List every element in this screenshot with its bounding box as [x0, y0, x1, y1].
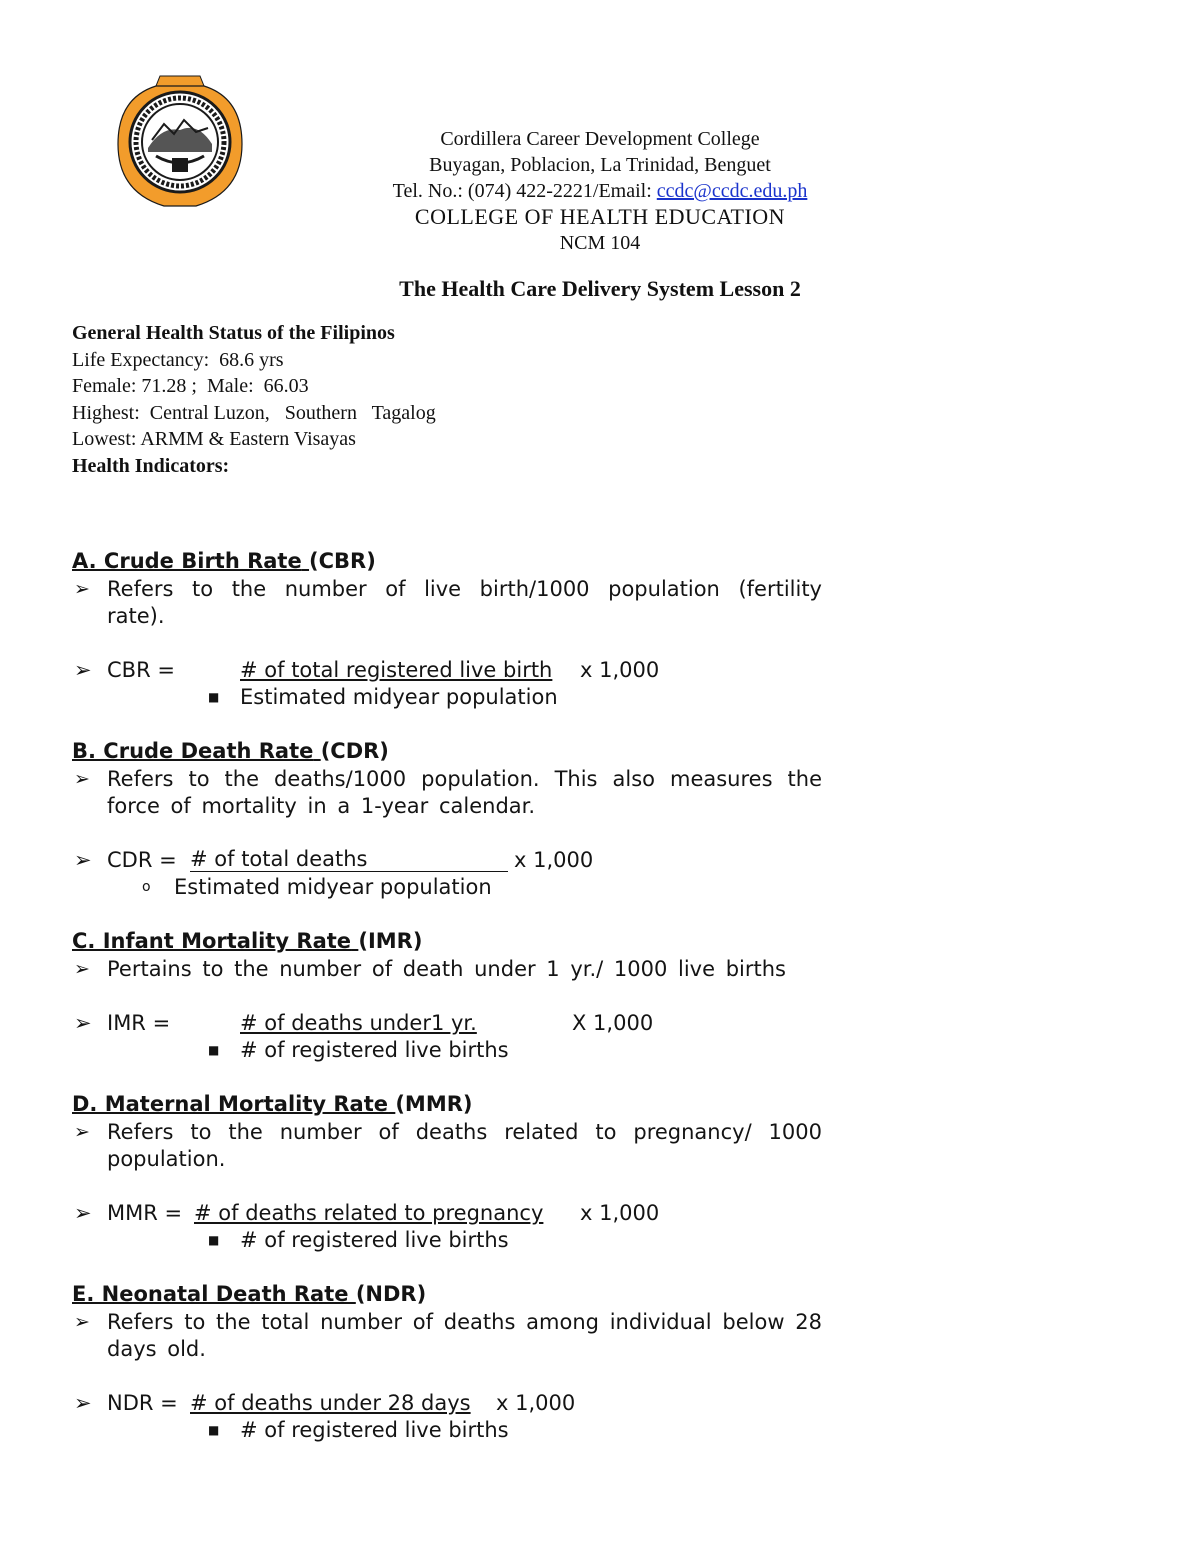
intro-heading: General Health Status of the Filipinos — [72, 322, 395, 344]
square-bullet-icon: ■ — [208, 1233, 220, 1247]
course-code: NCM 104 — [559, 232, 641, 254]
square-bullet-icon: ■ — [208, 690, 220, 704]
section-description: Refers to the number of deaths related to pregnancy/ 1000 population. — [107, 1120, 822, 1171]
section-description: Refers to the total number of deaths among individual below 28 days old. — [107, 1310, 822, 1361]
formula-denominator: # of registered live births — [240, 1038, 509, 1062]
arrow-bullet-icon: ➢ — [74, 1391, 92, 1415]
section-cdr — [72, 736, 822, 901]
section-title: E. Neonatal Death Rate — [72, 1282, 349, 1306]
section-abbr: (MMR) — [395, 1092, 473, 1116]
formula-denominator: Estimated midyear population — [174, 875, 492, 899]
formula-label: CDR = — [107, 848, 177, 872]
formula-label: IMR = — [107, 1011, 171, 1035]
section-heading — [72, 546, 822, 576]
college-address: Buyagan, Poblacion, La Trinidad, Benguet — [429, 154, 771, 176]
formula-multiplier: x 1,000 — [580, 658, 660, 682]
contact-line — [300, 178, 900, 204]
lesson-title: The Health Care Delivery System Lesson 2 — [399, 276, 801, 301]
arrow-bullet-icon: ➢ — [74, 768, 90, 790]
formula-numerator-row — [72, 1390, 822, 1417]
formula-numerator-row — [72, 847, 822, 874]
formula-numerator-row — [72, 1010, 822, 1037]
section-description: Refers to the number of live birth/1000 population (fertility rate). — [107, 577, 822, 628]
section-abbr: (CBR) — [309, 549, 376, 573]
formula-label: NDR = — [107, 1391, 178, 1415]
formula-multiplier: x 1,000 — [514, 848, 594, 872]
contact-prefix: Tel. No.: (074) 422-2221/Email: — [392, 180, 657, 202]
formula-multiplier: x 1,000 — [580, 1201, 660, 1225]
department-name: COLLEGE OF HEALTH EDUCATION — [414, 204, 786, 229]
indicators-heading: Health Indicators: — [72, 454, 230, 477]
formula-multiplier: x 1,000 — [496, 1391, 576, 1415]
formula-denominator-row — [72, 874, 822, 901]
email-link[interactable]: ccdc@ccdc.edu.ph — [656, 180, 808, 202]
section-heading — [72, 926, 822, 956]
formula-denominator: Estimated midyear population — [240, 685, 558, 709]
life-expectancy: Life Expectancy: 68.6 yrs — [72, 348, 284, 371]
section-title: B. Crude Death Rate — [72, 739, 314, 763]
formula-numerator: # of deaths under 28 days — [190, 1391, 471, 1415]
female-male: Female: 71.28 ; Male: 66.03 — [72, 375, 309, 397]
college-seal-logo — [112, 70, 248, 210]
section-title: A. Crude Birth Rate — [72, 549, 302, 573]
section-abbr: (NDR) — [355, 1282, 427, 1306]
section-abbr: (CDR) — [320, 739, 389, 763]
formula-denominator-row — [72, 1227, 822, 1254]
section-heading — [72, 1279, 822, 1309]
section-ndr — [72, 1279, 822, 1444]
formula-denominator-row — [72, 1037, 822, 1064]
intro-block — [72, 320, 436, 479]
formula-denominator: # of registered live births — [240, 1418, 509, 1442]
formula-multiplier: X 1,000 — [572, 1011, 654, 1035]
section-abbr: (IMR) — [358, 929, 423, 953]
arrow-bullet-icon: ➢ — [74, 958, 90, 980]
arrow-bullet-icon: ➢ — [74, 1311, 90, 1333]
college-header — [300, 126, 900, 256]
formula-numerator-row — [72, 1200, 822, 1227]
square-bullet-icon: ■ — [208, 1043, 220, 1057]
section-mmr — [72, 1089, 822, 1254]
ring-bullet-icon: o — [142, 879, 151, 895]
section-description: Pertains to the number of death under 1 yr./ 1000 live births — [107, 957, 786, 981]
formula-label: CBR = — [107, 658, 175, 682]
arrow-bullet-icon: ➢ — [74, 1121, 90, 1143]
arrow-bullet-icon: ➢ — [74, 1011, 92, 1035]
arrow-bullet-icon: ➢ — [74, 658, 92, 682]
formula-numerator: # of deaths under1 yr. — [240, 1011, 477, 1035]
formula-denominator-row — [72, 684, 822, 711]
formula-denominator-row — [72, 1417, 822, 1444]
formula-numerator: # of total registered live birth — [240, 658, 553, 682]
section-heading — [72, 1089, 822, 1119]
lowest-region: Lowest: ARMM & Eastern Visayas — [72, 428, 356, 450]
highest-region: Highest: Central Luzon, Southern Tagalog — [72, 401, 436, 424]
formula-numerator: # of total deaths — [190, 847, 508, 872]
section-description: Refers to the deaths/1000 population. This also measures the force of mortality in a 1-year calendar. — [107, 767, 822, 818]
formula-label: MMR = — [107, 1201, 183, 1225]
section-heading — [72, 736, 822, 766]
section-cbr — [72, 546, 822, 711]
college-name: Cordillera Career Development College — [440, 128, 760, 150]
square-bullet-icon: ■ — [208, 1423, 220, 1437]
section-title: D. Maternal Mortality Rate — [72, 1092, 389, 1116]
arrow-bullet-icon: ➢ — [74, 848, 92, 872]
formula-numerator: # of deaths related to pregnancy — [194, 1201, 544, 1225]
arrow-bullet-icon: ➢ — [74, 578, 90, 600]
formula-numerator-row — [72, 657, 822, 684]
formula-denominator: # of registered live births — [240, 1228, 509, 1252]
section-imr — [72, 926, 822, 1064]
section-title: C. Infant Mortality Rate — [72, 929, 352, 953]
arrow-bullet-icon: ➢ — [74, 1201, 92, 1225]
